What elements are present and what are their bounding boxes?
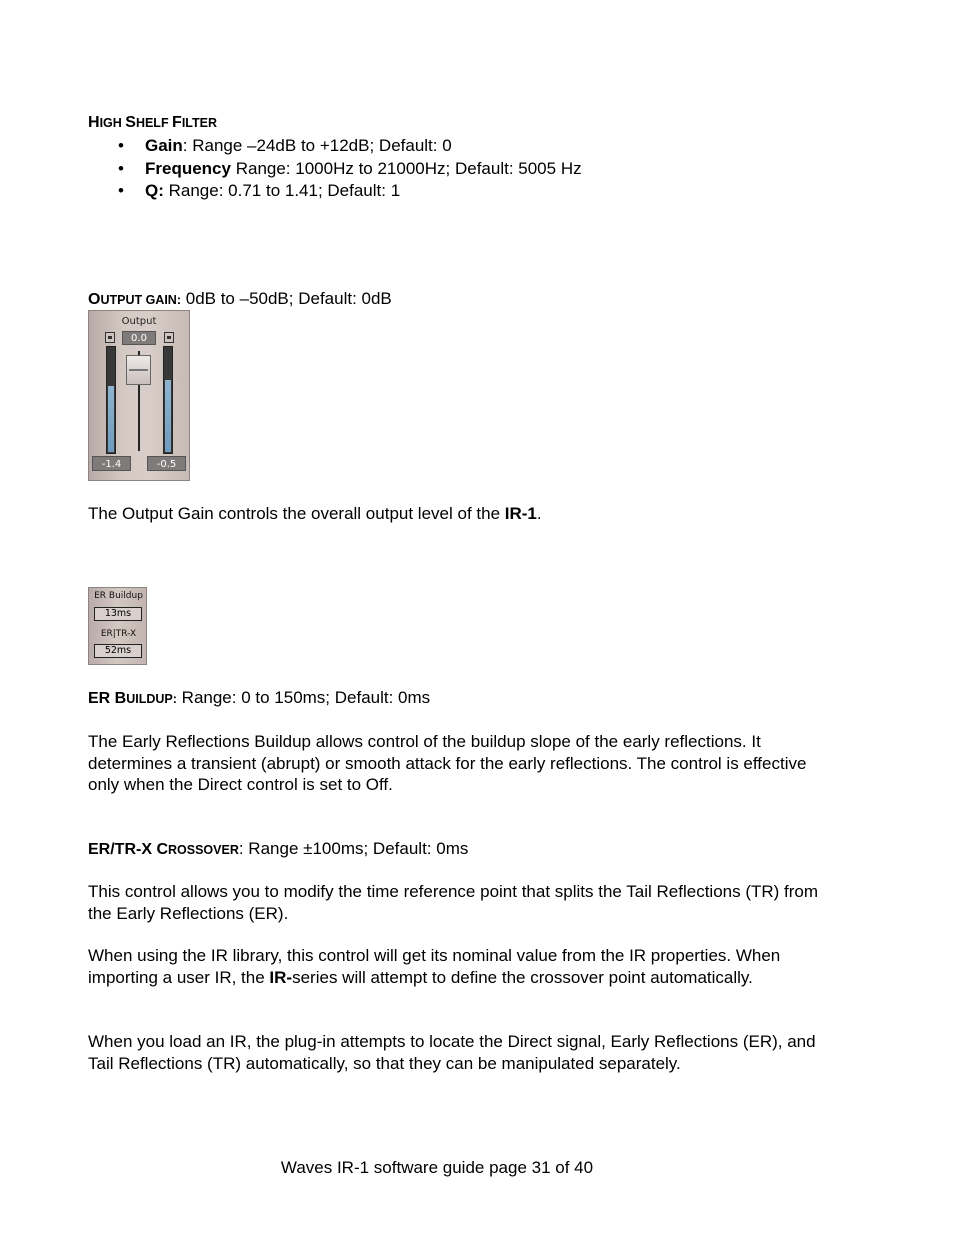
left-meter-fill	[108, 386, 114, 452]
er-tr-x-label: ER|TR-X	[100, 629, 137, 639]
list-item: • Gain: Range –24dB to +12dB; Default: 0	[118, 135, 582, 158]
output-title: Output	[121, 316, 157, 327]
right-level-meter	[163, 346, 173, 454]
bullet-icon: •	[118, 181, 124, 200]
list-item: • Frequency Range: 1000Hz to 21000Hz; Default: 5005 Hz	[118, 158, 582, 181]
left-clip-indicator-icon	[105, 332, 115, 343]
output-readout: 0.0	[122, 331, 156, 345]
er-controls-image	[88, 587, 147, 665]
output-fader-handle	[126, 355, 151, 385]
bullet-icon: •	[118, 158, 124, 178]
er-buildup-description: The Early Reflections Buildup allows control of the buildup slope of the early reflections. It determines a transient (abrupt) or smooth attack for the early reflections. The control is effective only when the Direct control is set to Off.	[88, 732, 807, 794]
high-shelf-parameter-list	[118, 135, 582, 203]
section-heading-high-shelf-filter: HIGH SHELF FILTER	[88, 114, 218, 131]
section-heading-output-gain: OUTPUT GAIN: 0dB to –50dB; Default: 0dB	[88, 289, 392, 308]
crossover-description-1: This control allows you to modify the time reference point that splits the Tail Reflections (TR) from the Early Reflections (ER).	[88, 882, 819, 923]
list-item: • Q: Range: 0.71 to 1.41; Default: 1	[118, 180, 582, 203]
right-peak-readout: -0.5	[147, 456, 186, 471]
page-footer: Waves IR-1 software guide page 31 of 40	[280, 1158, 594, 1177]
er-buildup-value: 13ms	[94, 607, 142, 621]
right-clip-indicator-icon	[164, 332, 174, 343]
bullet-icon: •	[118, 136, 124, 155]
left-peak-readout: -1.4	[92, 456, 131, 471]
crossover-description-3: When you load an IR, the plug-in attempts to locate the Direct signal, Early Reflections (ER), and Tail Reflections (TR) automatically, so that they can be manipulated separately.	[88, 1032, 816, 1073]
er-tr-x-value: 52ms	[94, 644, 142, 658]
section-heading-crossover: ER/TR-X CROSSOVER: Range ±100ms; Default: 0ms	[88, 839, 469, 858]
er-buildup-label: ER Buildup	[94, 591, 143, 601]
left-level-meter	[106, 346, 116, 454]
output-gain-description: The Output Gain controls the overall output level of the IR-1.	[88, 504, 542, 523]
crossover-description-2: When using the IR library, this control will get its nominal value from the IR properties. When importing a user IR, the IR-series will attempt to define the crossover point automatically.	[88, 946, 781, 987]
output-gain-control-image	[88, 310, 190, 481]
section-heading-er-buildup: ER BUILDUP: Range: 0 to 150ms; Default: 0ms	[88, 688, 431, 707]
right-meter-fill	[165, 380, 171, 452]
